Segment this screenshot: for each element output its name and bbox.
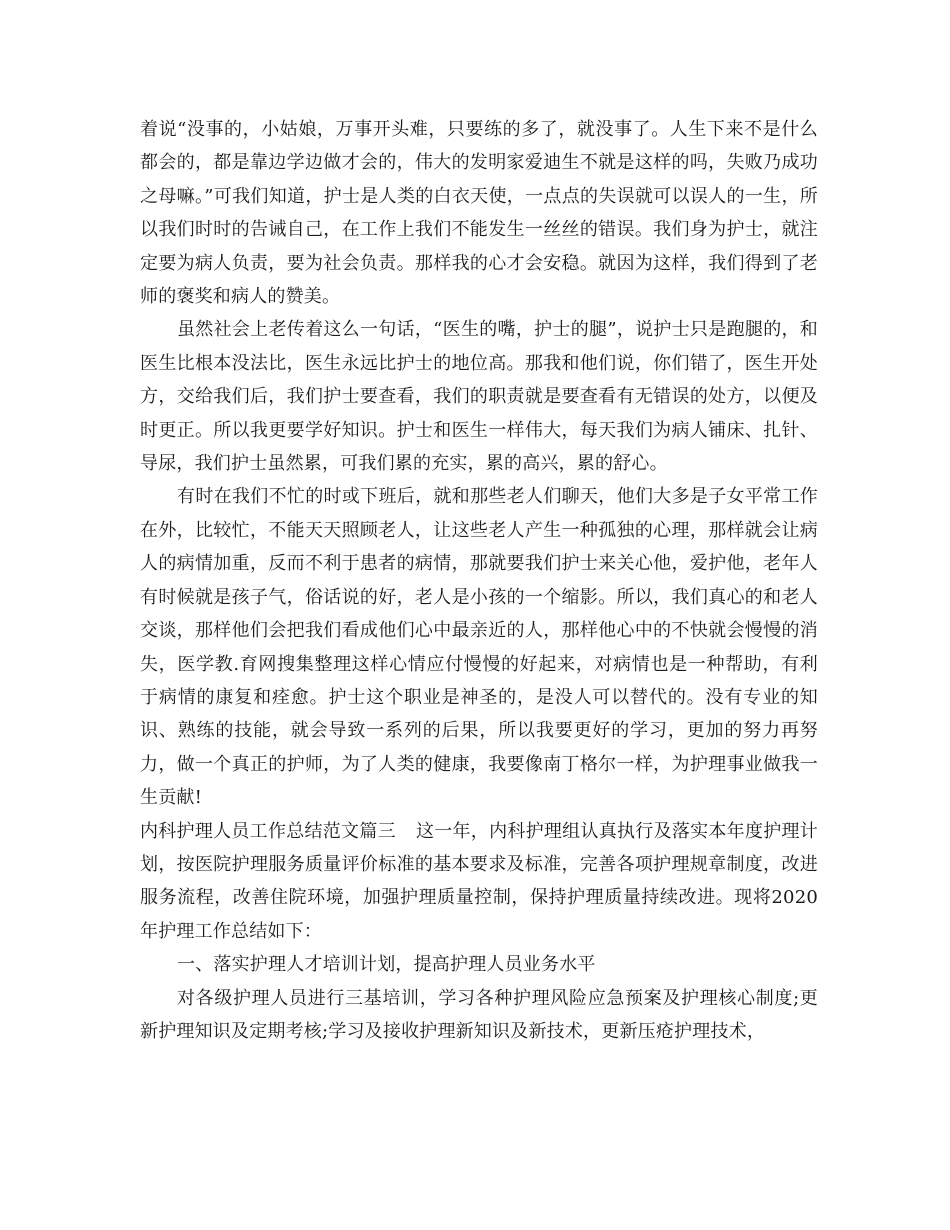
document-body <box>140 113 818 1048</box>
section-heading: 内科护理人员工作总结范文篇三 <box>140 820 396 842</box>
paragraph-2: 虽然社会上老传着这么一句话，“医生的嘴，护士的腿”，说护士只是跑腿的，和医生比根本没法比，医生永远比护士的地位高。那我和他们说，你们错了，医生开处方，交给我们后，我们护士要查看，我们的职责就是要查看有无错误的处方，以便及时更正。所以我更要学好知识。护士和医生一样伟大，每天我们为病人铺床、扎针、导尿，我们护士虽然累，可我们累的充实，累的高兴，累的舒心。 <box>140 319 818 475</box>
paragraph-3: 有时在我们不忙的时或下班后，就和那些老人们聊天，他们大多是子女平常工作在外，比较忙，不能天天照顾老人，让这些老人产生一种孤独的心理，那样就会让病人的病情加重，反而不利于患者的病情，那就要我们护士来关心他，爱护他，老年人有时候就是孩子气，俗话说的好，老人是小孩的一个缩影。所以，我们真心的和老人交谈，那样他们会把我们看成他们心中最亲近的人，那样他心中的不快就会慢慢的消失，医学教.育网搜集整理这样心情应付慢慢的好起来，对病情也是一种帮助，有利于病情的康复和痊愈。护士这个职业是神圣的，是没人可以替代的。没有专业的知识、熟练的技能，就会导致一系列的后果，所以我要更好的学习，更加的努力再努力，做一个真正的护师，为了人类的健康，我要像南丁格尔一样，为护理事业做我一生贡献! <box>140 486 818 809</box>
paragraph-1: 着说“没事的，小姑娘，万事开头难，只要练的多了，就没事了。人生下来不是什么都会的，都是靠边学边做才会的，伟大的发明家爱迪生不就是这样的吗，失败乃成功之母嘛。”可我们知道，护士是人类的白衣天使，一点点的失误就可以误人的一生，所以我们时时的告诫自己，在工作上我们不能发生一丝丝的错误。我们身为护士，就注定要为病人负责，要为社会负责。那样我的心才会安稳。就因为这样，我们得到了老师的褒奖和病人的赞美。 <box>140 119 818 308</box>
paragraph-6: 对各级护理人员进行三基培训，学习各种护理风险应急预案及护理核心制度;更新护理知识及定期考核;学习及接收护理新知识及新技术，更新压疮护理技术， <box>140 987 818 1042</box>
paragraph-4 <box>140 815 818 949</box>
paragraph-5-subheading: 一、落实护理人才培训计划，提高护理人员业务水平 <box>177 954 596 976</box>
paragraph-4-text: 这一年，内科护理组认真执行及落实本年度护理计划，按医院护理服务质量评价标准的基本要求及标准，完善各项护理规章制度，改进服务流程，改善住院环境，加强护理质量控制，保持护理质量持续改进。现将2020年护理工作总结如下： <box>140 820 818 942</box>
